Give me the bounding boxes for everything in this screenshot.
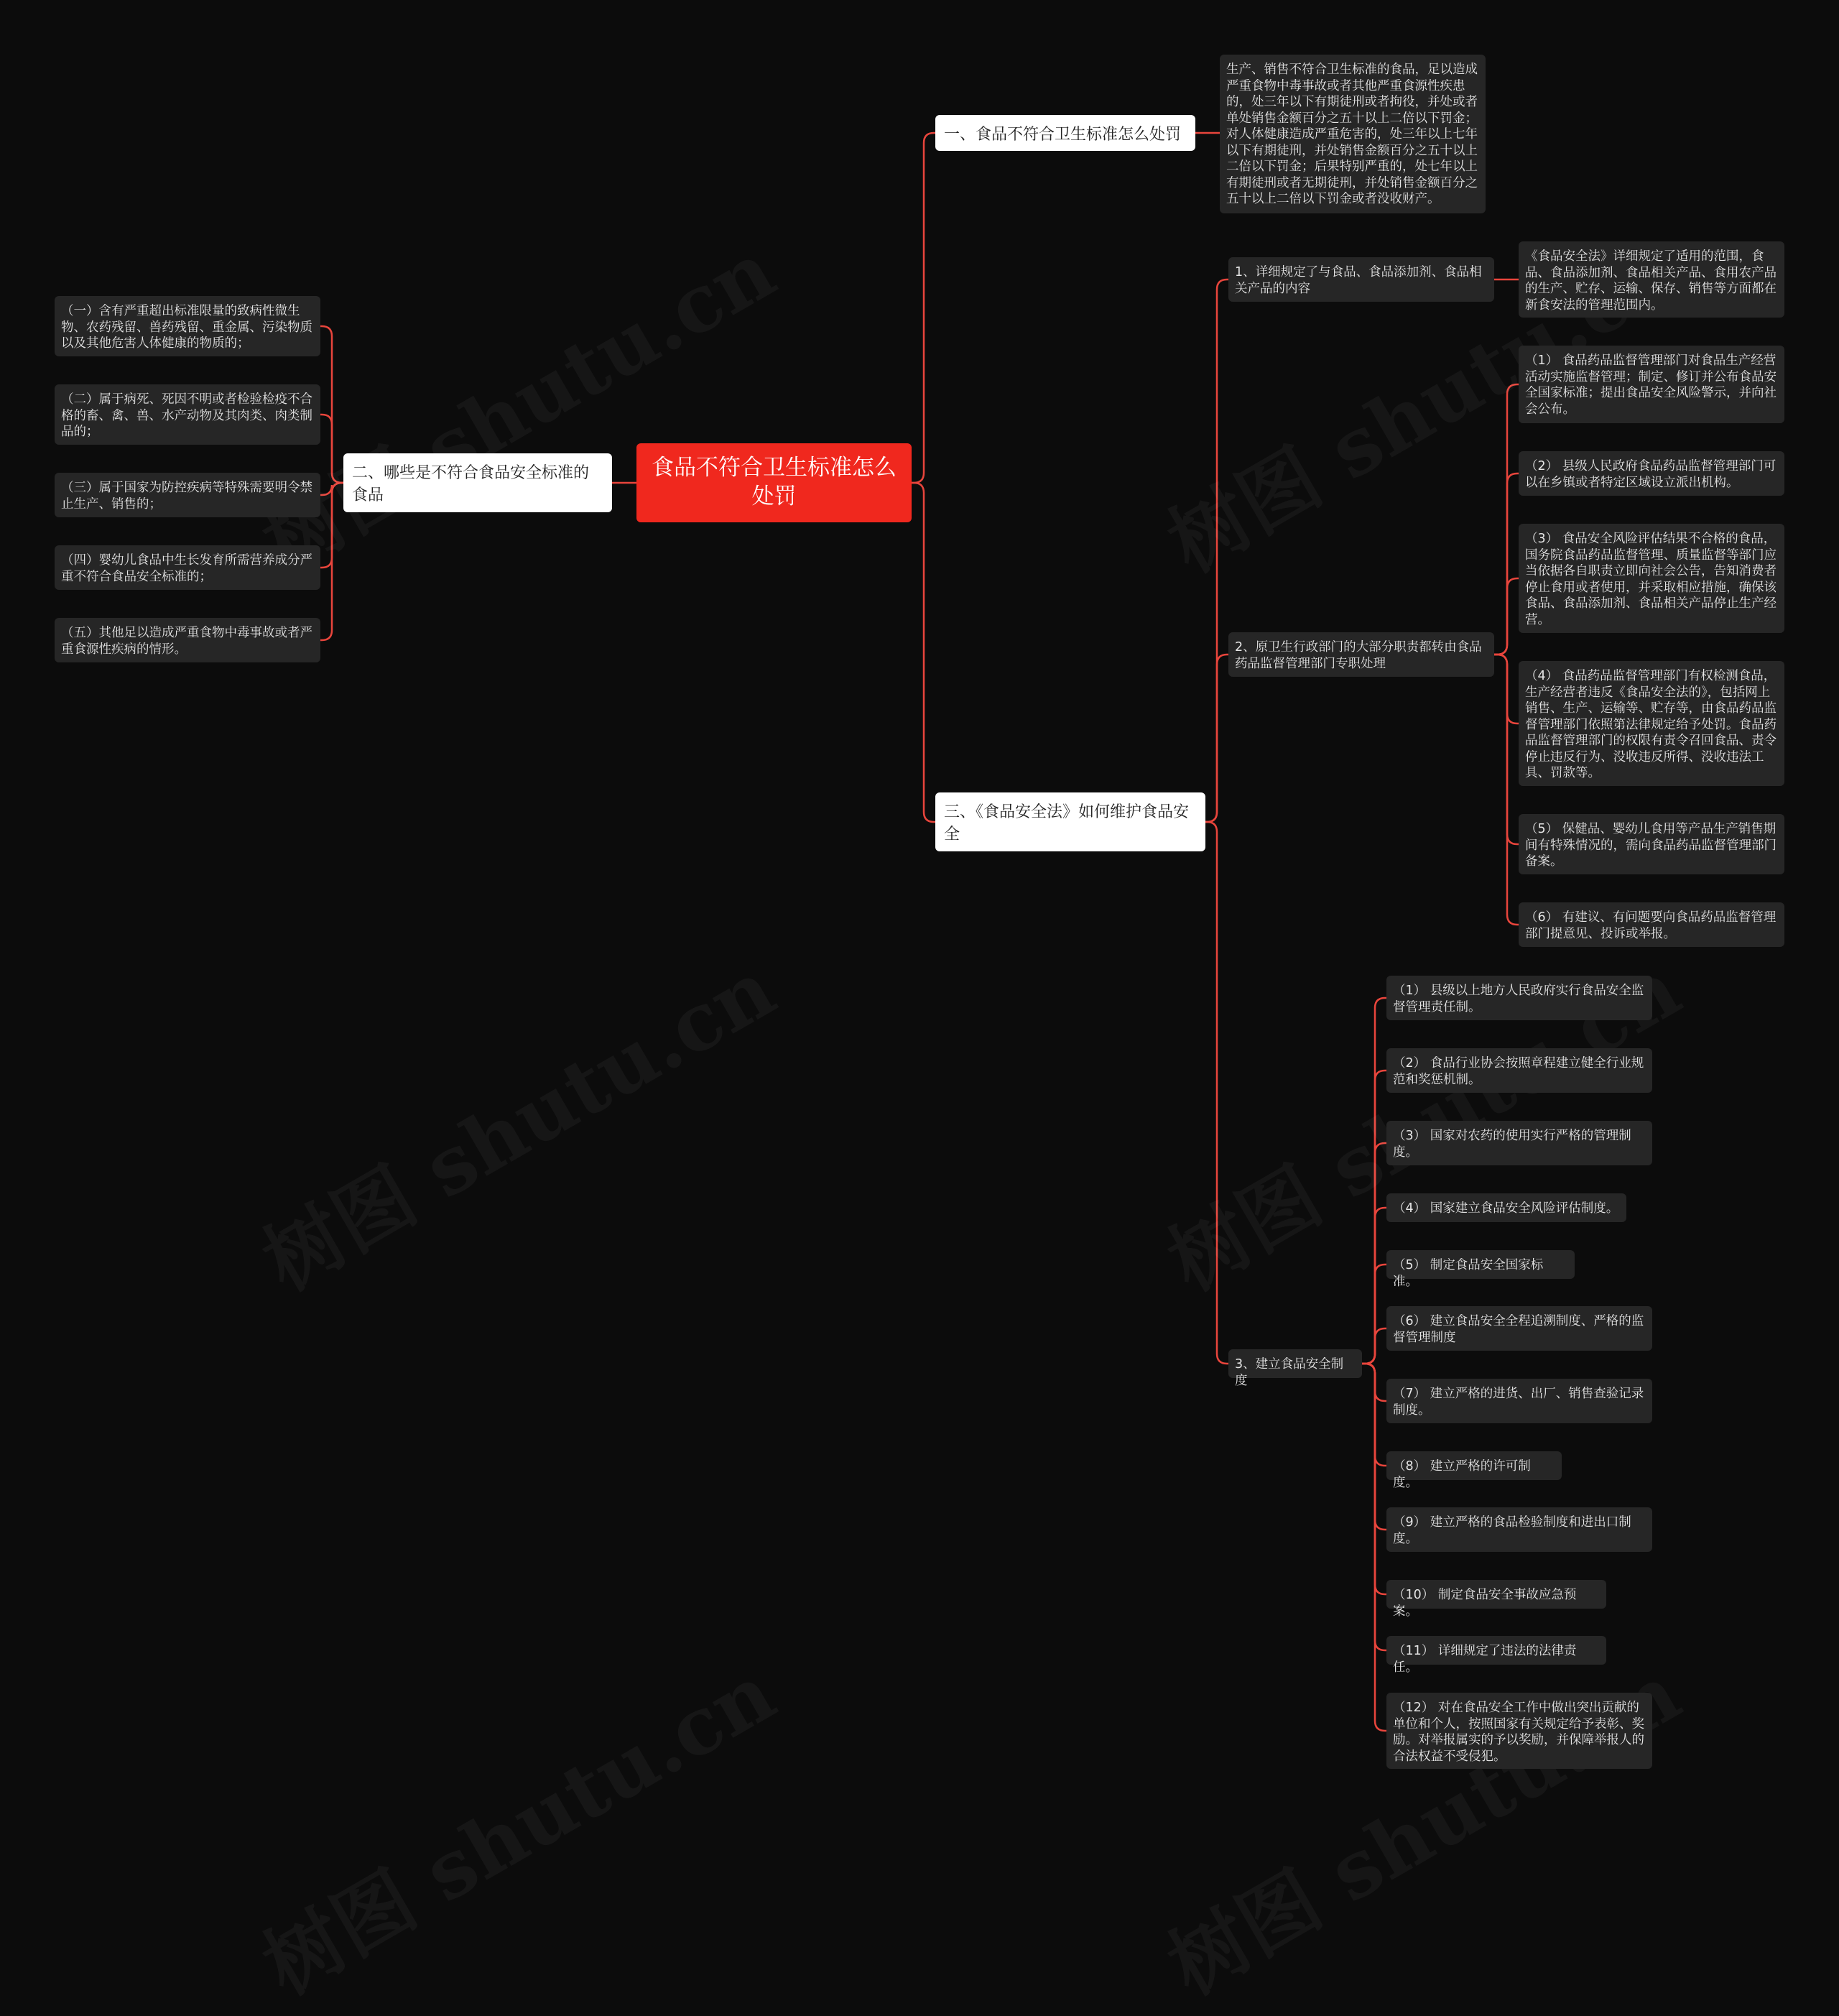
branch-3-sub3-item[interactable]: （10） 制定食品安全事故应急预案。	[1386, 1580, 1606, 1609]
branch-3-sub3-item[interactable]: （11） 详细规定了违法的法律责任。	[1386, 1636, 1606, 1665]
branch-3-sub3-item[interactable]: （12） 对在食品安全工作中做出突出贡献的单位和个人，按照国家有关规定给予表彰、奖励。对举报属实的予以奖励，并保障举报人的合法权益不受侵犯。	[1386, 1693, 1652, 1769]
connector-line	[320, 415, 343, 483]
branch-1-detail[interactable]: 生产、销售不符合卫生标准的食品，足以造成严重食物中毒事故或者其他严重食源性疾患的，处三年以下有期徒刑或者拘役，并处或者单处销售金额百分之五十以上二倍以下罚金；对人体健康造成严重危害的，处三年以上七年以下有期徒刑，并处销售金额百分之五十以上二倍以下罚金；后果特别严重的，处七年以上有期徒刑或者无期徒刑，并处销售金额百分之五十以上二倍以下罚金或者没收财产。	[1220, 55, 1486, 213]
connector-line	[1494, 578, 1519, 655]
connector-line	[320, 483, 343, 640]
branch-3-sub2-topic[interactable]: 2、原卫生行政部门的大部分职责都转由食品药品监督管理部门专职处理	[1228, 632, 1494, 677]
branch-3-sub2-item[interactable]: （2） 县级人民政府食品药品监督管理部门可以在乡镇或者特定区域设立派出机构。	[1519, 451, 1784, 496]
branch-3-sub3-item[interactable]: （8） 建立严格的许可制度。	[1386, 1451, 1562, 1480]
branch-3-sub3-item[interactable]: （5） 制定食品安全国家标准。	[1386, 1250, 1575, 1279]
branch-3-sub3-item[interactable]: （2） 食品行业协会按照章程建立健全行业规范和奖惩机制。	[1386, 1048, 1652, 1093]
branch-3-sub2-item[interactable]: （6） 有建议、有问题要向食品药品监督管理部门提意见、投诉或举报。	[1519, 902, 1784, 947]
branch-3-sub3-item[interactable]: （7） 建立严格的进货、出厂、销售查验记录制度。	[1386, 1379, 1652, 1423]
branch-3-sub3-item[interactable]: （6） 建立食品安全全程追溯制度、严格的监督管理制度	[1386, 1306, 1652, 1351]
branch-3-sub1-detail[interactable]: 《食品安全法》详细规定了适用的范围，食品、食品添加剂、食品相关产品、食用农产品的生产、贮存、运输、保存、销售等方面都在新食安法的管理范围内。	[1519, 241, 1784, 318]
connector-line	[1205, 655, 1228, 822]
branch-3-sub3-item[interactable]: （4） 国家建立食品安全风险评估制度。	[1386, 1193, 1626, 1222]
branch-2-item[interactable]: （四）婴幼儿食品中生长发育所需营养成分严重不符合食品安全标准的；	[55, 545, 320, 590]
connector-line	[912, 483, 935, 822]
connector-line	[912, 133, 935, 483]
branch-3-sub3-item[interactable]: （3） 国家对农药的使用实行严格的管理制度。	[1386, 1121, 1652, 1165]
connector-line	[1494, 655, 1519, 925]
branch-2-item[interactable]: （五）其他足以造成严重食物中毒事故或者严重食源性疾病的情形。	[55, 618, 320, 662]
branch-3-sub2-item[interactable]: （4） 食品药品监督管理部门有权检测食品，生产经营者违反《食品安全法的》，包括网上销售、生产、运输等、贮存等，由食品药品监督管理部门依照第法律规定给予处罚。食品药品监督管理部门的权限有责令召回食品、责令停止违反行为、没收违反所得、没收违法工具、罚款等。	[1519, 661, 1784, 786]
branch-3-sub3-item[interactable]: （9） 建立严格的食品检验制度和进出口制度。	[1386, 1507, 1652, 1552]
branch-3-sub2-item[interactable]: （1） 食品药品监督管理部门对食品生产经营活动实施监督管理；制定、修订并公布食品安全国家标准；提出食品安全风险警示，并向社会公布。	[1519, 346, 1784, 423]
branch-3-sub2-item[interactable]: （5） 保健品、婴幼儿食用等产品生产销售期间有特殊情况的，需向食品药品监督管理部门备案。	[1519, 814, 1784, 874]
connector-line	[1205, 822, 1228, 1364]
branch-3-sub1-topic[interactable]: 1、详细规定了与食品、食品添加剂、食品相关产品的内容	[1228, 257, 1494, 302]
branch-3-topic[interactable]: 三、《食品安全法》如何维护食品安全	[935, 792, 1205, 851]
branch-3-sub2-item[interactable]: （3） 食品安全风险评估结果不合格的食品，国务院食品药品监督管理、质量监督等部门应当依据各自职责立即向社会公告，告知消费者停止食用或者使用，并采取相应措施，确保该食品、食品添加剂、食品相关产品停止生产经营。	[1519, 524, 1784, 633]
branch-2-item[interactable]: （一）含有严重超出标准限量的致病性微生物、农药残留、兽药残留、重金属、污染物质以及其他危害人体健康的物质的；	[55, 296, 320, 356]
root-topic[interactable]: 食品不符合卫生标准怎么处罚	[636, 443, 912, 522]
branch-3-sub3-item[interactable]: （1） 县级以上地方人民政府实行食品安全监督管理责任制。	[1386, 976, 1652, 1020]
branch-2-topic[interactable]: 二、哪些是不符合食品安全标准的食品	[343, 453, 612, 512]
branch-1-topic[interactable]: 一、食品不符合卫生标准怎么处罚	[935, 115, 1195, 151]
connector-line	[1362, 1364, 1386, 1731]
branch-2-item[interactable]: （三）属于国家为防控疾病等特殊需要明令禁止生产、销售的；	[55, 473, 320, 517]
branch-2-item[interactable]: （二）属于病死、死因不明或者检验检疫不合格的畜、禽、兽、水产动物及其肉类、肉类制品的；	[55, 384, 320, 445]
branch-3-sub3-topic[interactable]: 3、建立食品安全制度	[1228, 1349, 1362, 1378]
